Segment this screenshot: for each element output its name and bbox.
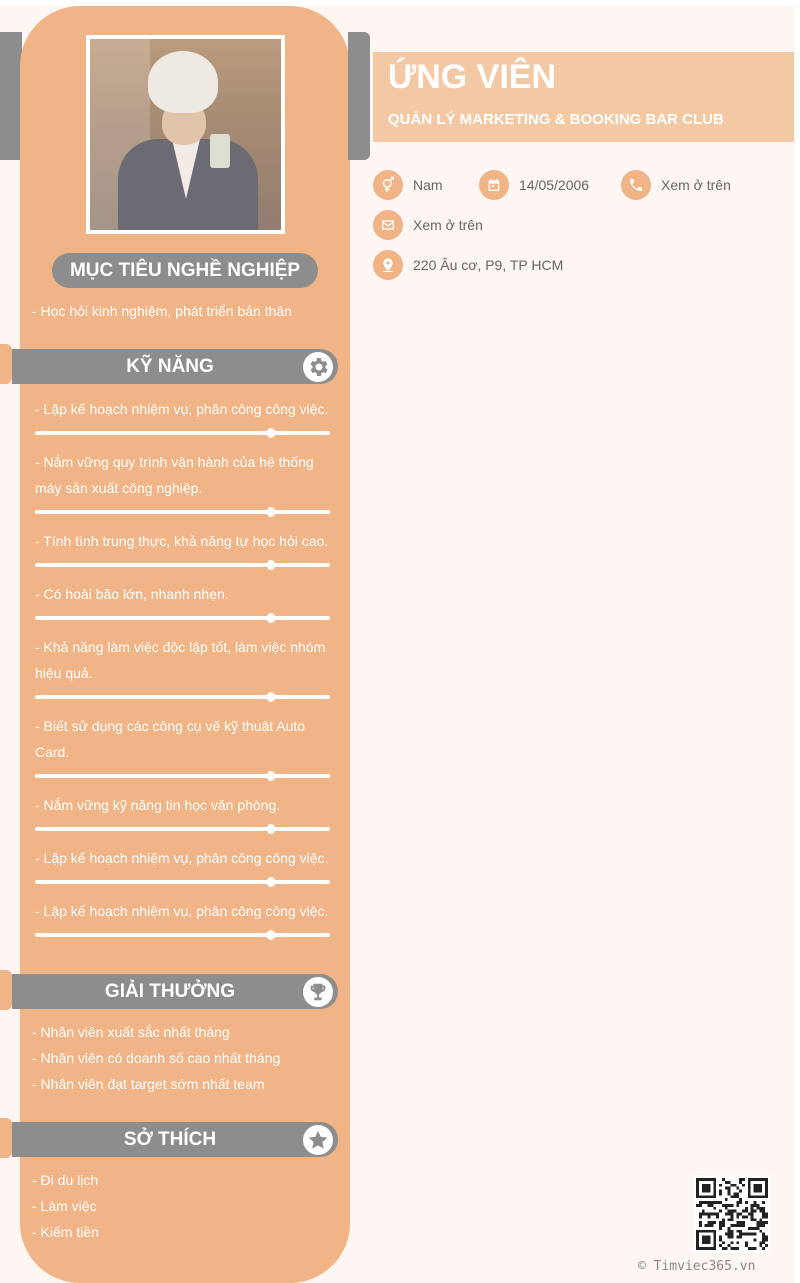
avatar-photo[interactable]	[86, 35, 285, 234]
award-item: - Nhân viên đạt target sớm nhất team	[32, 1076, 265, 1092]
skill-level-knob	[267, 930, 275, 940]
award-item: - Nhân viên có doanh số cao nhất tháng	[32, 1050, 281, 1066]
skill-item	[35, 396, 330, 435]
hobby-item: - Làm việc	[32, 1198, 97, 1214]
skill-level-bar	[35, 774, 330, 778]
skill-item	[35, 449, 330, 514]
skill-level-knob	[267, 824, 275, 834]
skill-text: - Lập kế hoạch nhiệm vụ, phân công công việc.	[35, 401, 329, 417]
objective-text: - Học hỏi kinh nghiệm, phát triển bản thân	[32, 303, 292, 319]
skill-text: - Nắm vững quy trình vận hành của hệ thống máy sản xuất công nghiệp.	[35, 454, 314, 496]
skill-level-knob	[267, 877, 275, 887]
hobby-item: - Đi du lịch	[32, 1172, 99, 1188]
address-text[interactable]: 220 Âu cơ, P9, TP HCM	[413, 257, 564, 273]
skill-text: - Nắm vững kỹ năng tin học văn phòng.	[35, 797, 281, 813]
skill-item	[35, 792, 330, 831]
skill-item	[35, 898, 330, 937]
skill-level-bar	[35, 616, 330, 620]
skill-text: - Có hoài bão lớn, nhanh nhẹn.	[35, 586, 229, 602]
mail-icon	[373, 210, 403, 240]
candidate-name[interactable]: ỨNG VIÊN	[388, 58, 557, 96]
phone-icon	[621, 170, 651, 200]
calendar-icon	[479, 170, 509, 200]
trophy-icon	[303, 977, 333, 1007]
skill-text: - Lập kế hoạch nhiệm vụ, phân công công việc.	[35, 850, 329, 866]
skill-level-bar	[35, 880, 330, 884]
location-icon	[373, 250, 403, 280]
skills-title: KỸ NĂNG	[126, 356, 214, 377]
skill-item	[35, 528, 330, 567]
star-icon	[303, 1125, 333, 1155]
middle-edge-tab	[348, 32, 370, 160]
skill-level-bar	[35, 510, 330, 514]
hobby-item: - Kiếm tiền	[32, 1224, 99, 1240]
skill-level-bar	[35, 563, 330, 567]
hobbies-title: SỞ THÍCH	[123, 1129, 217, 1150]
copyright-text: © Timviec365.vn	[638, 1259, 756, 1274]
skill-text: - Biết sử dụng các công cụ vẽ kỹ thuật Auto Card.	[35, 718, 306, 760]
qr-code	[693, 1175, 771, 1253]
skill-level-bar	[35, 431, 330, 435]
objective-title: MỤC TIÊU NGHỀ NGHIỆP	[52, 253, 318, 288]
skill-level-knob	[267, 692, 275, 702]
skill-text: - Tính tình trung thực, khả năng tự học hỏi cao.	[35, 533, 329, 549]
candidate-position[interactable]: QUẢN LÝ MARKETING & BOOKING BAR CLUB	[388, 111, 724, 128]
phone-text[interactable]: Xem ở trên	[661, 177, 731, 193]
awards-title: GIẢI THƯỞNG	[104, 981, 236, 1002]
left-edge-tab	[0, 32, 22, 160]
email-text[interactable]: Xem ở trên	[413, 217, 483, 233]
skill-text: - Lập kế hoạch nhiệm vụ, phân công công việc.	[35, 903, 329, 919]
skill-level-bar	[35, 933, 330, 937]
skill-level-knob	[267, 613, 275, 623]
skill-level-knob	[267, 771, 275, 781]
skill-level-bar	[35, 827, 330, 831]
birthday-text[interactable]: 14/05/2006	[519, 177, 590, 193]
skill-item	[35, 581, 330, 620]
skill-item	[35, 634, 330, 699]
gender-icon	[373, 170, 403, 200]
skill-item	[35, 713, 330, 778]
gear-icon	[303, 352, 333, 382]
skill-level-knob	[267, 507, 275, 517]
skill-level-knob	[267, 560, 275, 570]
skill-text: - Khả năng làm việc độc lập tốt, làm việc nhóm hiệu quả.	[35, 639, 326, 681]
skill-level-bar	[35, 695, 330, 699]
skill-level-knob	[267, 428, 275, 438]
gender-text[interactable]: Nam	[413, 177, 443, 193]
skill-item	[35, 845, 330, 884]
award-item: - Nhân viên xuất sắc nhất tháng	[32, 1024, 230, 1040]
